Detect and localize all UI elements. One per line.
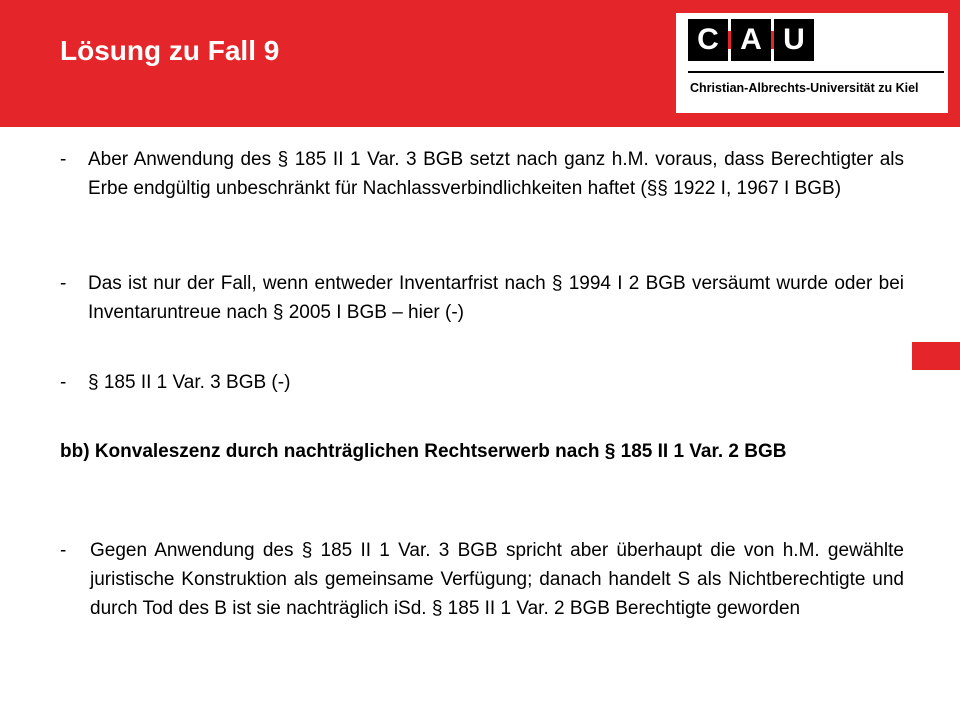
bullet-text: Das ist nur der Fall, wenn entweder Inventarfrist nach § 1994 I 2 BGB versäumt wurde oder bei Inventaruntreue nach § 2005 I BGB – hier (-) <box>88 273 904 323</box>
side-tab-marker <box>912 342 960 370</box>
university-logo <box>676 13 948 113</box>
logo-rule <box>688 71 944 73</box>
bullet-item <box>60 536 912 623</box>
bullet-marker: - <box>60 540 67 561</box>
bullet-text: § 185 II 1 Var. 3 BGB (-) <box>88 372 291 393</box>
logo-letter-u: U <box>774 19 814 61</box>
slide-title: Lösung zu Fall 9 <box>60 35 280 66</box>
logo-separator <box>771 19 774 61</box>
bullet-item <box>60 145 912 203</box>
logo-letter-a: A <box>731 19 771 61</box>
bullet-text: Gegen Anwendung des § 185 II 1 Var. 3 BGB spricht aber überhaupt die von h.M. gewählte juristische Konstruktion als gemeinsame Verfügung; danach handelt S als Nichtberechtigte und durch Tod des B ist sie nachträglich iSd. § 185 II 1 Var. 2 BGB Berechtigte geworden <box>90 540 904 619</box>
bullet-item <box>60 269 912 327</box>
university-name: Christian-Albrechts-Universität zu Kiel <box>690 81 919 95</box>
bullet-item <box>60 368 912 397</box>
section-subheading: bb) Konvaleszenz durch nachträglichen Rechtserwerb nach § 185 II 1 Var. 2 BGB <box>60 441 787 462</box>
bullet-text: Aber Anwendung des § 185 II 1 Var. 3 BGB setzt nach ganz h.M. voraus, dass Berechtigter als Erbe endgültig unbeschränkt für Nachlassverbindlichkeiten haftet (§§ 1922 I, 1967 I BGB) <box>88 149 904 199</box>
bullet-marker: - <box>60 149 67 170</box>
bullet-marker: - <box>60 372 67 393</box>
bullet-marker: - <box>60 273 67 294</box>
logo-separator <box>728 19 731 61</box>
logo-letter-c: C <box>688 19 728 61</box>
cau-logo-mark <box>688 19 814 61</box>
